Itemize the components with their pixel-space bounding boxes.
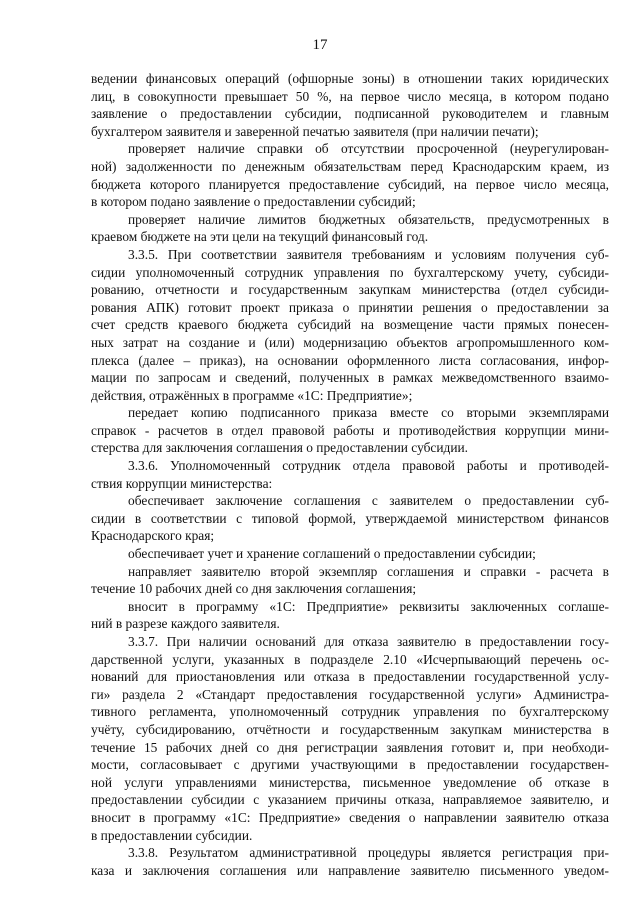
paragraph-first-line: проверяет наличие лимитов бюджетных обязательств, предусмотренных в — [128, 211, 609, 227]
document-body — [91, 70, 609, 879]
text-line: заявление о предоставлении субсидии, подписанной руководителем и главным — [91, 106, 609, 122]
text-line: ствия коррупции министерства: — [91, 475, 273, 491]
text-line: сидии уполномоченный сотрудник управления по бухгалтерскому учету, субсиди- — [91, 264, 609, 280]
page-number: 17 — [312, 37, 328, 53]
text-line: справок - расчетов в отдел правовой работы и противодействия коррупции мини- — [91, 422, 609, 438]
text-line: каза и заключения соглашения или направление заявителю письменного уведом- — [91, 862, 609, 878]
text-line: дарственной услуги, указанных в подразделе 2.10 «Исчерпывающий перечень ос- — [91, 651, 609, 667]
text-line: бухгалтером заявителя и заверенной печатью заявителя (при наличии печати); — [91, 123, 539, 139]
text-line: течение 15 рабочих дней со дня регистрации заявления готовит и, при необходи- — [91, 739, 609, 755]
text-line: ги» раздела 2 «Стандарт предоставления государственной услуги» Администра- — [91, 686, 609, 702]
text-line: ной услуги управлениями министерства, письменное уведомление об отказе в — [91, 774, 609, 790]
text-line: Краснодарского края; — [91, 528, 215, 544]
text-line: плекса (далее – приказ), на основании оформленного листа согласования, инфор- — [91, 352, 609, 368]
paragraph-first-line: направляет заявителю второй экземпляр соглашения и справки - расчета в — [128, 563, 609, 579]
text-line: действия, отражённых в программе «1С: Предприятие»; — [91, 387, 413, 403]
text-line: предоставлении субсидии с указанием причины отказа, направляемое заявителю, и — [91, 792, 609, 808]
text-line: ний в разрезе каждого заявителя. — [91, 616, 280, 632]
text-line: нований для приостановления или отказа в предоставлении государственной услу- — [91, 669, 609, 685]
text-line: краевом бюджете на эти цели на текущий финансовый год. — [91, 229, 429, 245]
text-line: мости, согласовывает с другими участвующими в предоставлении государствен- — [91, 757, 609, 773]
text-line: рования АПК) готовит проект приказа о принятии решения о предоставлении за — [91, 299, 609, 315]
text-line: течение 10 рабочих дней со дня заключения соглашения; — [91, 581, 417, 597]
text-line: бюджета которого планируется предоставление субсидий, на первое число месяца, — [91, 176, 609, 192]
paragraph-first-line: обеспечивает учет и хранение соглашений о предоставлении субсидии; — [128, 546, 536, 562]
text-line: ной) задолженности по денежным обязательствам перед Краснодарским краем, из — [91, 158, 609, 174]
paragraph-first-line: 3.3.8. Результатом административной процедуры является регистрация при- — [128, 845, 609, 861]
paragraph-first-line: 3.3.7. При наличии оснований для отказа заявителю в предоставлении госу- — [128, 634, 609, 649]
paragraph-first-line: проверяет наличие справки об отсутствии просроченной (неурегулирован- — [128, 141, 609, 157]
paragraph-first-line: 3.3.6. Уполномоченный сотрудник отдела правовой работы и противодей- — [128, 458, 609, 474]
text-line: в предоставлении субсидии. — [91, 827, 253, 843]
text-line: ных затрат на создание и (или) модернизацию объектов агропромышленного ком- — [91, 334, 609, 350]
text-line: вносит в программу «1С: Предприятие» сведения о направлении заявителю отказа — [91, 809, 609, 825]
paragraph-first-line: 3.3.5. При соответствии заявителя требованиям и условиям получения суб- — [128, 246, 609, 262]
text-line: счет средств краевого бюджета субсидий на возмещение части прямых понесен- — [91, 317, 609, 333]
text-line: в котором подано заявление о предоставлении субсидий; — [91, 194, 416, 210]
text-line: тивного регламента, уполномоченный сотрудник управления по бухгалтерскому — [91, 704, 609, 720]
text-line: сидии в соответствии с типовой формой, утверждаемой министерством финансов — [91, 510, 609, 526]
text-line: мации по запросам и сведений, полученных в рамках межведомственного взаимо- — [91, 370, 609, 386]
text-line: стерства для заключения соглашения о предоставлении субсидии. — [91, 440, 469, 456]
text-line: учёту, субсидированию, отчётности и государственным закупкам министерства в — [91, 721, 609, 737]
text-line: ведении финансовых операций (офшорные зоны) в отношении таких юридических — [91, 71, 609, 86]
text-line: рованию, отчетности и государственным закупкам министерства (отдел субсиди- — [91, 282, 609, 298]
paragraph-first-line: обеспечивает заключение соглашения с заявителем о предоставлении суб- — [128, 493, 609, 509]
text-line: лиц, в совокупности превышает 50 %, на первое число месяца, в котором подано — [91, 88, 609, 104]
paragraph-first-line: вносит в программу «1С: Предприятие» реквизиты заключенных соглаше- — [128, 598, 609, 614]
paragraph-first-line: передает копию подписанного приказа вместе со вторыми экземплярами — [128, 405, 609, 421]
